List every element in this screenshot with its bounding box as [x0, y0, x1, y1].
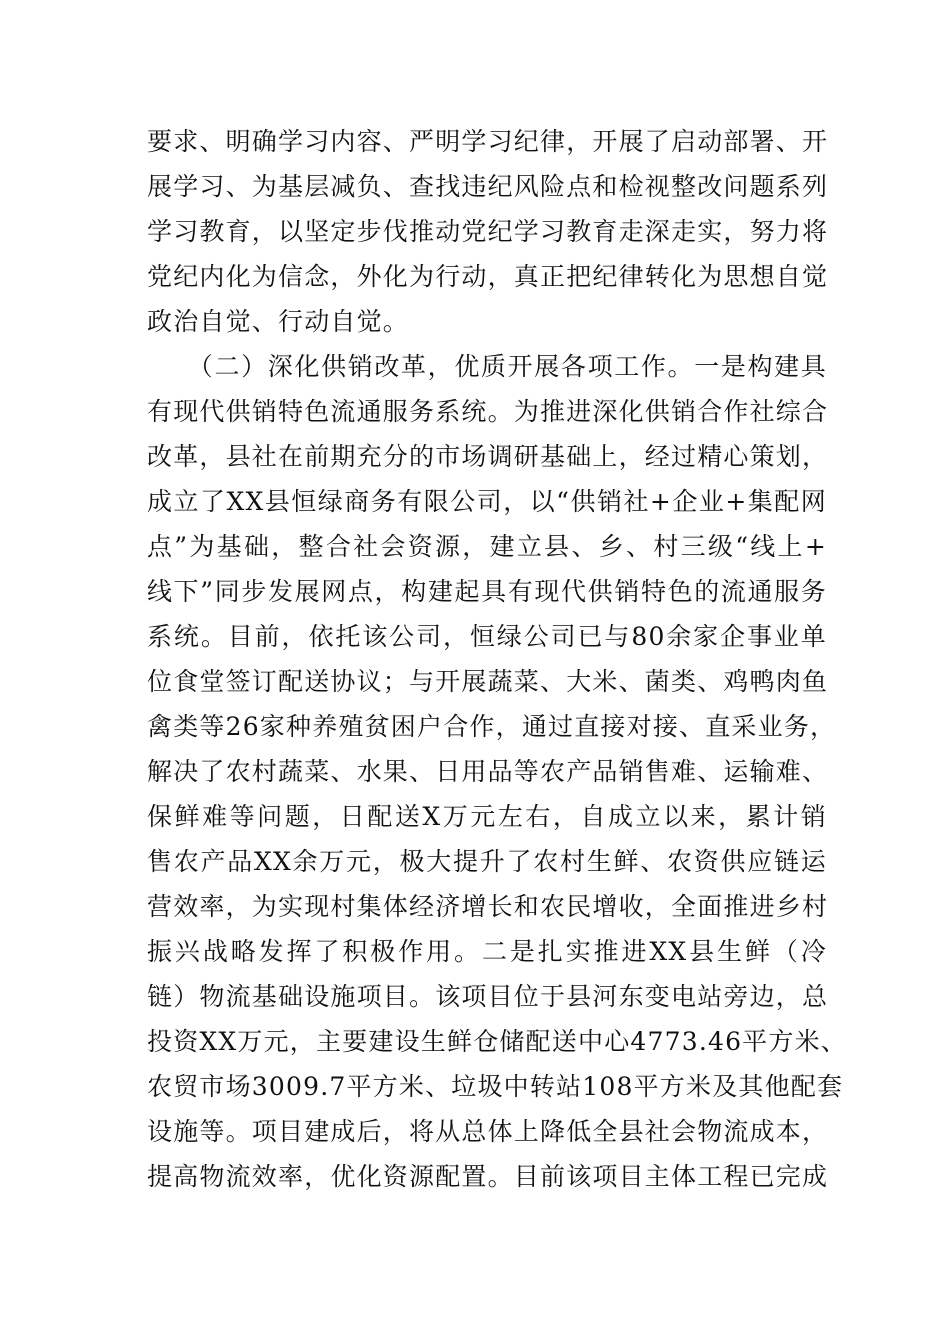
text-line: 保鲜难等问题，日配送X万元左右，自成立以来，累计销	[147, 802, 827, 831]
text-line: 学习教育，以坚定步伐推动党纪学习教育走深走实，努力将	[147, 217, 829, 246]
text-line: 系统。目前，依托该公司，恒绿公司已与80余家企事业单	[147, 622, 827, 651]
text-line: 链）物流基础设施项目。该项目位于县河东变电站旁边，总	[147, 982, 829, 1011]
text-line: 展学习、为基层减负、查找违纪风险点和检视整改问题系列	[147, 172, 829, 201]
text-line: 解决了农村蔬菜、水果、日用品等农产品销售难、运输难、	[147, 757, 829, 786]
text-line: 位食堂签订配送协议；与开展蔬菜、大米、菌类、鸡鸭肉鱼	[147, 667, 829, 696]
text-line: 禽类等26家种养殖贫困户合作，通过直接对接、直采业务，	[147, 712, 837, 741]
text-line: 投资XX万元，主要建设生鲜仓储配送中心4773.46平方米、	[147, 1027, 847, 1056]
text-line: 营效率，为实现村集体经济增长和农民增收，全面推进乡村	[147, 892, 829, 921]
text-line: 有现代供销特色流通服务系统。为推进深化供销合作社综合	[147, 397, 829, 426]
text-line: 振兴战略发挥了积极作用。二是扎实推进XX县生鲜（冷	[147, 937, 827, 966]
text-line: 要求、明确学习内容、严明学习纪律，开展了启动部署、开	[147, 127, 829, 156]
section-heading-line: （二）深化供销改革，优质开展各项工作。一是构建具	[147, 352, 827, 381]
text-line: 成立了XX县恒绿商务有限公司，以“供销社+企业+集配网	[147, 487, 827, 516]
text-line: 农贸市场3009.7平方米、垃圾中转站108平方米及其他配套	[147, 1072, 844, 1101]
text-line: 党纪内化为信念，外化为行动，真正把纪律转化为思想自觉	[147, 262, 829, 291]
text-line: 改革，县社在前期充分的市场调研基础上，经过精心策划，	[147, 442, 829, 471]
text-line: 政治自觉、行动自觉。	[147, 307, 410, 336]
text-line: 售农产品XX余万元，极大提升了农村生鲜、农资供应链运	[147, 847, 827, 876]
text-line: 点”为基础，整合社会资源，建立县、乡、村三级“线上+	[147, 532, 827, 561]
body-text	[147, 119, 847, 1199]
text-line: 线下”同步发展网点，构建起具有现代供销特色的流通服务	[147, 577, 827, 606]
text-line: 提高物流效率，优化资源配置。目前该项目主体工程已完成	[147, 1162, 829, 1191]
text-line: 设施等。项目建成后，将从总体上降低全县社会物流成本，	[147, 1117, 829, 1146]
